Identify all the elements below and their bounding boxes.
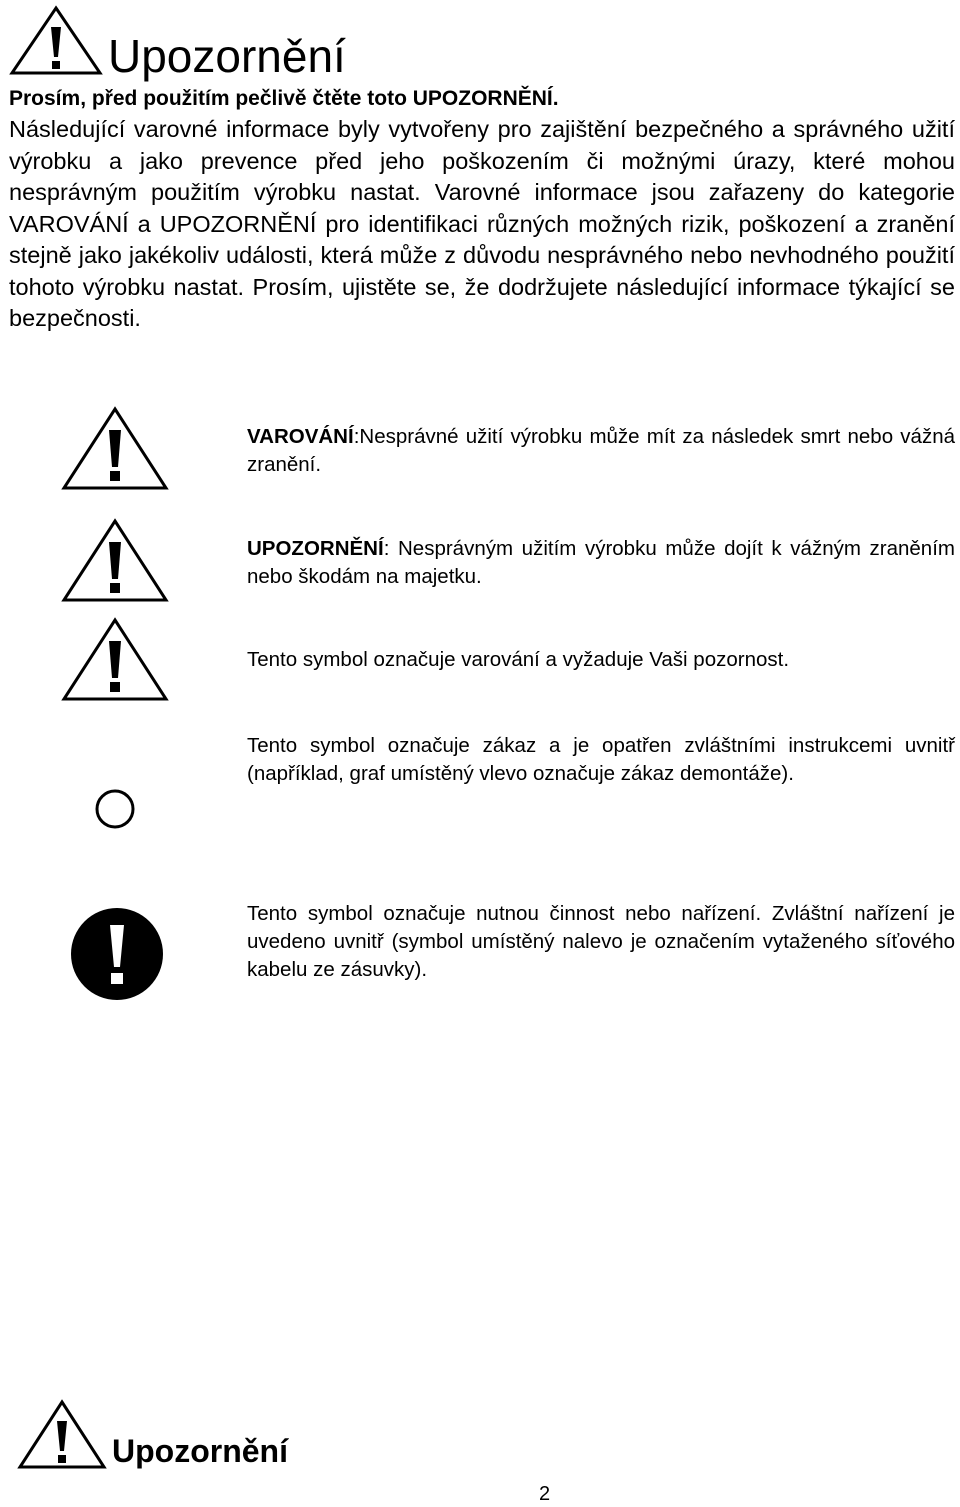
caution-label: UPOZORNĚNÍ <box>247 537 384 560</box>
warning-triangle-icon <box>60 616 170 702</box>
header-warning-icon <box>8 3 104 77</box>
attention-description: Tento symbol označuje varování a vyžaduje Vaši pozornost. <box>247 648 790 671</box>
intro-paragraph: Následující varovné informace byly vytvořeny pro zajištění bezpečného a správného užití výrobku a jako prevence před jeho poškozením či možnými úrazy, které mohou nesprávným použitím výrobku nastat. Varovné informace jsou zařazeny do kategorie VAROVÁNÍ a UPOZORNĚNÍ pro identifikaci různých možných rizik, poškození a zranění stejně jako jakékoliv události, která může z důvodu nesprávného nebo nevhodného použití tohoto výrobku nastat. Prosím, ujistěte se, že dodržujete následující informace týkající se bezpečnosti. <box>9 116 955 331</box>
caution-description <box>247 535 955 591</box>
caution-text: : Nesprávným užitím výrobku může dojít k vážným zraněním nebo škodám na majetku. <box>247 537 955 588</box>
warning-label: VAROVÁNÍ <box>247 425 354 448</box>
warning-triangle-icon <box>60 517 170 603</box>
prohibition-description: Tento symbol označuje zákaz a je opatřen zvláštními instrukcemi uvnitř (například, graf umístěný vlevo označuje zákaz demontáže). <box>247 734 955 785</box>
mandatory-action-icon <box>70 907 164 1001</box>
page-number: 2 <box>539 1483 551 1505</box>
prohibition-circle-icon <box>94 788 136 830</box>
footer-warning-icon <box>16 1397 108 1471</box>
warning-description <box>247 423 955 479</box>
page-subtitle: Prosím, před použitím pečlivě čtěte toto UPOZORNĚNÍ. <box>9 87 559 110</box>
mandatory-description: Tento symbol označuje nutnou činnost nebo nařízení. Zvláštní nařízení je uvedeno uvnitř (symbol umístěný nalevo je označením vytaženého síťového kabelu ze zásuvky). <box>247 902 955 981</box>
page-title: Upozornění <box>108 30 346 82</box>
warning-text: :Nesprávné užití výrobku může mít za následek smrt nebo vážná zranění. <box>247 425 955 476</box>
footer-title: Upozornění <box>112 1433 288 1469</box>
warning-triangle-icon <box>60 405 170 491</box>
